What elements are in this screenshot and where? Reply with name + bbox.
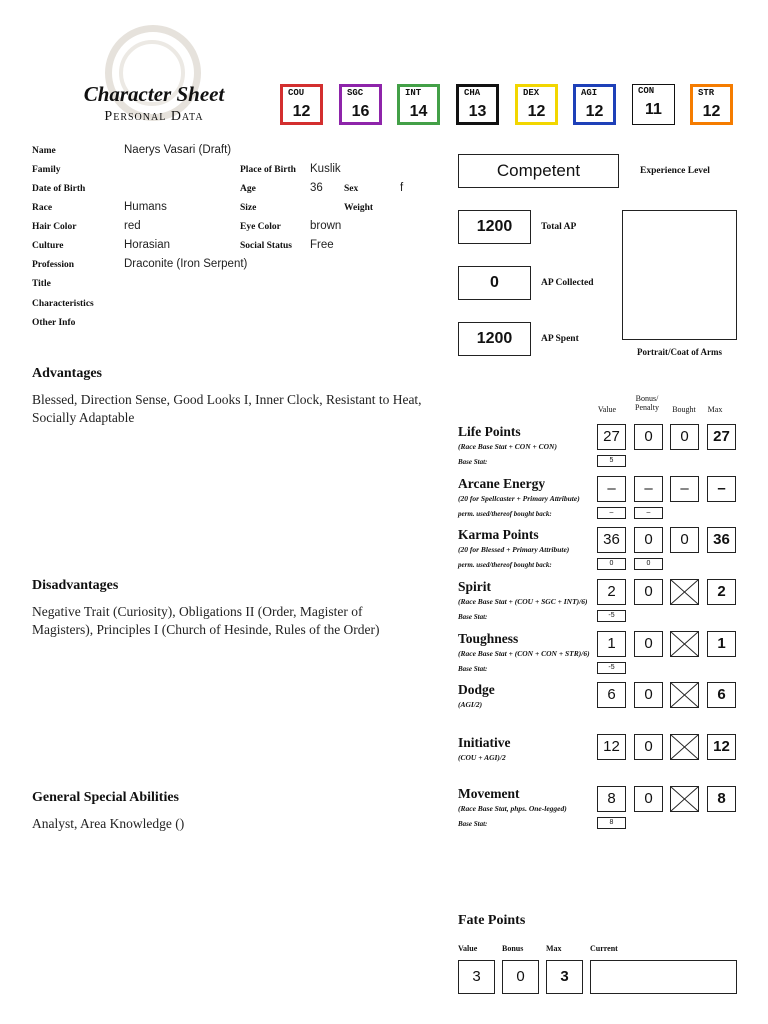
attribute-abbr: COU xyxy=(288,88,305,98)
cross-icon xyxy=(671,787,698,811)
fate-bonus[interactable]: 0 xyxy=(502,960,539,994)
attribute-abbr: DEX xyxy=(523,88,540,98)
movement-bought-crossed xyxy=(670,786,699,812)
spirit-bonus[interactable]: 0 xyxy=(634,579,663,605)
attribute-str[interactable] xyxy=(690,84,733,125)
karma-points-value[interactable]: 36 xyxy=(597,527,626,553)
toughness-max[interactable]: 1 xyxy=(707,631,736,657)
arcane-energy-perm-used[interactable]: – xyxy=(597,507,626,519)
initiative-formula: (COU + AGI)/2 xyxy=(458,753,506,762)
initiative-max[interactable]: 12 xyxy=(707,734,736,760)
movement-value[interactable]: 8 xyxy=(597,786,626,812)
family-label: Family xyxy=(32,165,61,175)
arcane-energy-bought[interactable]: – xyxy=(670,476,699,502)
toughness-base-stat[interactable]: -5 xyxy=(597,662,626,674)
total-ap-label: Total AP xyxy=(541,222,577,232)
social-status-label: Social Status xyxy=(240,241,292,251)
movement-name: Movement xyxy=(458,786,520,801)
ap-collected-box[interactable]: 0 xyxy=(458,266,531,300)
profession-label: Profession xyxy=(32,260,75,270)
date-of-birth-label: Date of Birth xyxy=(32,184,86,194)
movement-base-stat[interactable]: 8 xyxy=(597,817,626,829)
karma-points-name: Karma Points xyxy=(458,527,539,542)
col-header-value: Value xyxy=(597,405,617,414)
attribute-value: 11 xyxy=(645,101,662,118)
karma-points-formula: (20 for Blessed + Primary Attribute) xyxy=(458,545,570,554)
karma-points-bought-back[interactable]: 0 xyxy=(634,558,663,570)
ap-spent-label: AP Spent xyxy=(541,334,579,344)
size-label: Size xyxy=(240,203,257,213)
dodge-name: Dodge xyxy=(458,682,495,697)
attribute-abbr: AGI xyxy=(581,88,598,98)
dodge-formula: (AGI/2) xyxy=(458,700,483,709)
attribute-value: 12 xyxy=(585,103,604,120)
initiative-bonus[interactable]: 0 xyxy=(634,734,663,760)
movement-max[interactable]: 8 xyxy=(707,786,736,812)
race-label: Race xyxy=(32,203,53,213)
spirit-max[interactable]: 2 xyxy=(707,579,736,605)
movement-formula: (Race Base Stat, phps. One-legged) xyxy=(458,804,567,813)
attribute-value: 14 xyxy=(409,103,428,120)
fate-current-label: Current xyxy=(590,944,618,953)
toughness-name: Toughness xyxy=(458,631,519,646)
fate-value-label: Value xyxy=(458,944,478,953)
spirit-base-stat[interactable]: -5 xyxy=(597,610,626,622)
spirit-value[interactable]: 2 xyxy=(597,579,626,605)
arcane-energy-max[interactable]: – xyxy=(707,476,736,502)
title-label: Title xyxy=(32,279,51,289)
spirit-formula: (Race Base Stat + (COU + SGC + INT)/6) xyxy=(458,597,588,606)
col-header-bonus: Bonus/ Penalty xyxy=(635,394,659,412)
karma-points-bonus[interactable]: 0 xyxy=(634,527,663,553)
arcane-energy-bought-back[interactable]: – xyxy=(634,507,663,519)
other-info-label: Other Info xyxy=(32,318,76,328)
total-ap-box[interactable]: 1200 xyxy=(458,210,531,244)
hair-color-value[interactable]: red xyxy=(124,220,141,232)
fate-bonus-label: Bonus xyxy=(502,944,524,953)
arcane-energy-value[interactable]: – xyxy=(597,476,626,502)
ap-collected-label: AP Collected xyxy=(541,278,594,288)
experience-level-label: Experience Level xyxy=(640,166,710,176)
sex-value[interactable]: f xyxy=(400,182,404,194)
toughness-value[interactable]: 1 xyxy=(597,631,626,657)
toughness-sub-label: Base Stat: xyxy=(458,665,488,673)
fate-value[interactable]: 3 xyxy=(458,960,495,994)
cross-icon xyxy=(671,580,698,604)
karma-points-sub-label: perm. used/thereof bought back: xyxy=(458,561,552,569)
name-label: Name xyxy=(32,146,56,156)
weight-label: Weight xyxy=(344,203,374,213)
attribute-abbr: CHA xyxy=(464,88,481,98)
arcane-energy-sub-label: perm. used/thereof bought back: xyxy=(458,510,552,518)
life-points-sub-label: Base Stat: xyxy=(458,458,488,466)
place-of-birth-value[interactable]: Kuslik xyxy=(310,163,341,175)
eye-color-label: Eye Color xyxy=(240,222,281,232)
arcane-energy-name: Arcane Energy xyxy=(458,476,546,491)
col-header-bought: Bought xyxy=(672,405,696,414)
hair-color-label: Hair Color xyxy=(32,222,77,232)
life-points-formula: (Race Base Stat + CON + CON) xyxy=(458,442,557,451)
karma-points-bought[interactable]: 0 xyxy=(670,527,699,553)
toughness-bonus[interactable]: 0 xyxy=(634,631,663,657)
place-of-birth-label: Place of Birth xyxy=(240,165,296,175)
race-value[interactable]: Humans xyxy=(124,201,167,213)
initiative-value[interactable]: 12 xyxy=(597,734,626,760)
attribute-value: 12 xyxy=(702,103,721,120)
attribute-abbr: STR xyxy=(698,88,715,98)
fate-max-label: Max xyxy=(546,944,562,953)
movement-sub-label: Base Stat: xyxy=(458,820,488,828)
disadvantages-text[interactable]: Negative Trait (Curiosity), Obligations II (Order, Magister of Magisters), Principles I (Church of Hesinde, Rules of the Order) xyxy=(32,604,380,637)
spirit-sub-label: Base Stat: xyxy=(458,613,488,621)
culture-value[interactable]: Horasian xyxy=(124,239,171,251)
special-abilities-text[interactable]: Analyst, Area Knowledge () xyxy=(32,816,185,831)
attribute-abbr: SGC xyxy=(347,88,364,98)
karma-points-perm-used[interactable]: 0 xyxy=(597,558,626,570)
attribute-value: 12 xyxy=(527,103,546,120)
special-abilities-heading: General Special Abilities xyxy=(32,790,179,805)
advantages-heading: Advantages xyxy=(32,366,103,381)
attribute-int[interactable] xyxy=(397,84,440,125)
karma-points-max[interactable]: 36 xyxy=(707,527,736,553)
cross-icon xyxy=(671,632,698,656)
life-points-bought[interactable]: 0 xyxy=(670,424,699,450)
disadvantages-heading: Disadvantages xyxy=(32,578,119,593)
culture-label: Culture xyxy=(32,241,64,251)
advantages-text[interactable]: Blessed, Direction Sense, Good Looks I, Inner Clock, Resistant to Heat, Socially Adaptable xyxy=(32,392,422,425)
cross-icon xyxy=(671,735,698,759)
fate-current[interactable] xyxy=(590,960,737,994)
life-points-value[interactable]: 27 xyxy=(597,424,626,450)
portrait-label: Portrait/Coat of Arms xyxy=(637,347,722,357)
attribute-cou[interactable] xyxy=(280,84,323,125)
arcane-energy-bonus[interactable]: – xyxy=(634,476,663,502)
attribute-cha[interactable] xyxy=(456,84,499,125)
sheet-title: Character Sheet xyxy=(83,82,225,106)
initiative-bought-crossed xyxy=(670,734,699,760)
attribute-value: 16 xyxy=(351,103,370,120)
fate-max[interactable]: 3 xyxy=(546,960,583,994)
sheet-subtitle: Personal Data xyxy=(104,109,204,124)
eye-color-value[interactable]: brown xyxy=(310,220,342,232)
life-points-name: Life Points xyxy=(458,424,521,439)
col-header-max: Max xyxy=(707,405,723,414)
attribute-dex[interactable] xyxy=(515,84,558,125)
movement-bonus[interactable]: 0 xyxy=(634,786,663,812)
ap-spent-box[interactable]: 1200 xyxy=(458,322,531,356)
portrait-box[interactable] xyxy=(622,210,737,340)
attribute-abbr: CON xyxy=(638,86,655,96)
social-status-value[interactable]: Free xyxy=(310,239,334,251)
attribute-sgc[interactable] xyxy=(339,84,382,125)
age-label: Age xyxy=(240,184,256,194)
profession-value[interactable]: Draconite (Iron Serpent) xyxy=(124,258,248,270)
dodge-bonus[interactable]: 0 xyxy=(634,682,663,708)
attribute-agi[interactable] xyxy=(573,84,616,125)
dodge-max[interactable]: 6 xyxy=(707,682,736,708)
attribute-abbr: INT xyxy=(405,88,422,98)
dodge-bought-crossed xyxy=(670,682,699,708)
attribute-con[interactable] xyxy=(632,84,675,125)
life-points-bonus[interactable]: 0 xyxy=(634,424,663,450)
fate-points-heading: Fate Points xyxy=(458,913,526,928)
initiative-name: Initiative xyxy=(458,735,511,750)
toughness-bought-crossed xyxy=(670,631,699,657)
life-points-max[interactable]: 27 xyxy=(707,424,736,450)
cross-icon xyxy=(671,683,698,707)
name-value[interactable]: Naerys Vasari (Draft) xyxy=(124,144,232,156)
life-points-base-stat[interactable]: 5 xyxy=(597,455,626,467)
characteristics-label: Characteristics xyxy=(32,299,94,309)
attribute-value: 13 xyxy=(468,103,487,120)
spirit-bought-crossed xyxy=(670,579,699,605)
sex-label: Sex xyxy=(344,184,359,194)
dodge-value[interactable]: 6 xyxy=(597,682,626,708)
experience-level-box[interactable]: Competent xyxy=(458,154,619,188)
toughness-formula: (Race Base Stat + (CON + CON + STR)/6) xyxy=(458,649,590,658)
age-value[interactable]: 36 xyxy=(310,182,323,194)
attribute-value: 12 xyxy=(292,103,311,120)
spirit-name: Spirit xyxy=(458,579,492,594)
arcane-energy-formula: (20 for Spellcaster + Primary Attribute) xyxy=(458,494,580,503)
